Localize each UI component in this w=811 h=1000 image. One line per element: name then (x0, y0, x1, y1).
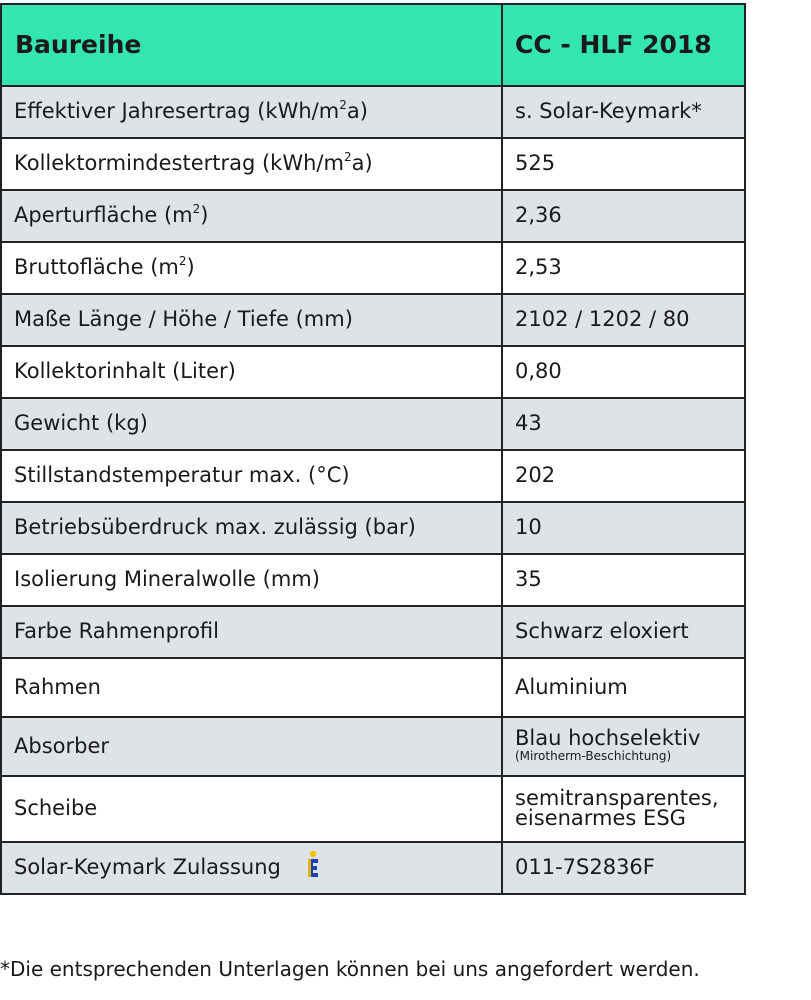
row-label: Gewicht (kg) (1, 398, 502, 450)
row-label: Farbe Rahmenprofil (1, 606, 502, 658)
row-label: Kollektorinhalt (Liter) (1, 346, 502, 398)
label-text-after: ) (200, 203, 209, 228)
table-row (1, 190, 745, 242)
row-label (1, 242, 502, 294)
table-row (1, 502, 745, 554)
table-row (1, 842, 745, 894)
table-row (1, 554, 745, 606)
label-text-after: a) (346, 99, 368, 124)
row-value: s. Solar-Keymark* (502, 86, 745, 138)
label-text-after: ) (186, 255, 195, 280)
label-superscript: 2 (192, 202, 201, 217)
label-superscript: 2 (343, 150, 352, 165)
row-value: 525 (502, 138, 745, 190)
table-row (1, 138, 745, 190)
row-label (1, 138, 502, 190)
row-label: Absorber (1, 717, 502, 776)
table-row (1, 86, 745, 138)
label-text-after: a) (351, 151, 373, 176)
header-label: Baureihe (1, 4, 502, 86)
table-row (1, 242, 745, 294)
row-label: Scheibe (1, 776, 502, 842)
label-text: Aperturfläche (m (14, 203, 193, 228)
spec-table (0, 3, 746, 895)
row-value: 35 (502, 554, 745, 606)
row-value (502, 717, 745, 776)
table-row (1, 450, 745, 502)
table-row (1, 346, 745, 398)
footnote: *Die entsprechenden Unterlagen können bei uns angefordert werden. (0, 957, 700, 981)
table-row (1, 717, 745, 776)
row-value: 43 (502, 398, 745, 450)
table-row (1, 398, 745, 450)
label-superscript: 2 (178, 254, 187, 269)
row-value: Schwarz eloxiert (502, 606, 745, 658)
row-value: 202 (502, 450, 745, 502)
label-text: Kollektormindestertrag (kWh/m (14, 151, 344, 176)
row-value (502, 776, 745, 842)
row-label: Isolierung Mineralwolle (mm) (1, 554, 502, 606)
solar-keymark-icon (306, 850, 320, 882)
header-value: CC - HLF 2018 (502, 4, 745, 86)
table-header-row (1, 4, 745, 86)
row-label: Maße Länge / Höhe / Tiefe (mm) (1, 294, 502, 346)
row-label (1, 842, 502, 894)
label-superscript: 2 (339, 98, 347, 113)
table-row (1, 776, 745, 842)
row-value: Aluminium (502, 658, 745, 717)
row-value: 2,53 (502, 242, 745, 294)
row-label: Stillstandstemperatur max. (°C) (1, 450, 502, 502)
row-label (1, 190, 502, 242)
label-text: Bruttofläche (m (14, 255, 179, 280)
row-label (1, 86, 502, 138)
value-main: Blau hochselektiv (515, 726, 701, 751)
value-subnote: (Mirotherm-Beschichtung) (515, 749, 672, 764)
label-text: Effektiver Jahresertrag (kWh/m (14, 99, 340, 124)
label-text: Solar-Keymark Zulassung (14, 855, 281, 879)
value-line-2: eisenarmes ESG (515, 806, 686, 830)
row-value: 2,36 (502, 190, 745, 242)
row-value: 10 (502, 502, 745, 554)
row-label: Betriebsüberdruck max. zulässig (bar) (1, 502, 502, 554)
row-value: 0,80 (502, 346, 745, 398)
row-value: 2102 / 1202 / 80 (502, 294, 745, 346)
value-line-1: semitransparentes, (515, 786, 719, 811)
table-row (1, 294, 745, 346)
table-row (1, 658, 745, 717)
table-row (1, 606, 745, 658)
row-label: Rahmen (1, 658, 502, 717)
row-value: 011-7S2836F (502, 842, 745, 894)
